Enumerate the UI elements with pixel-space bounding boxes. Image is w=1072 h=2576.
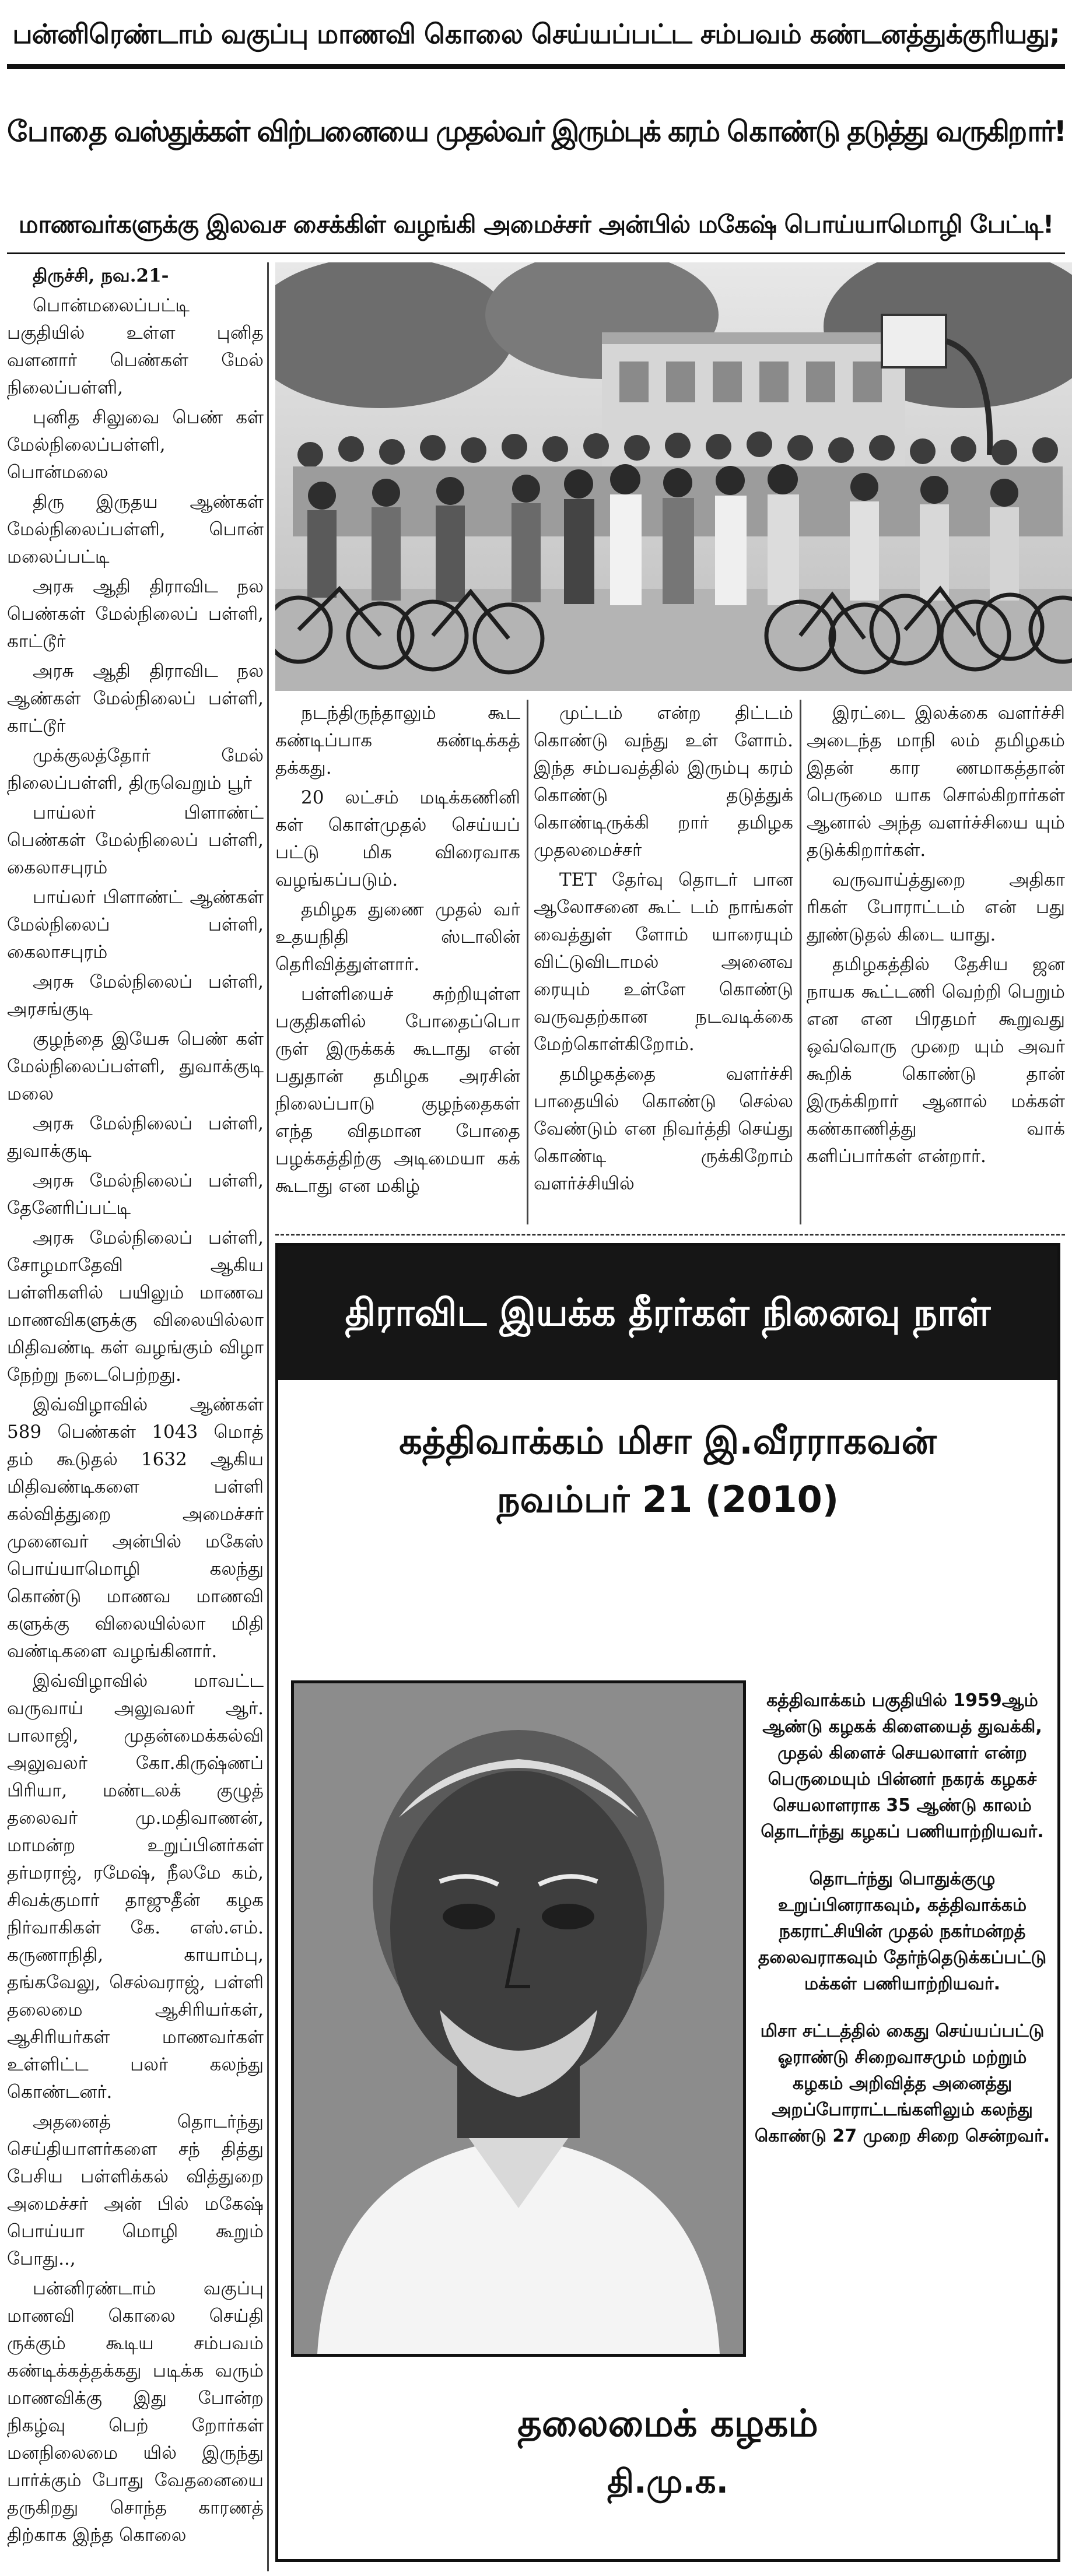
signature-headquarters: தலைமைக் கழகம் xyxy=(517,2402,818,2445)
article-paragraph: பன்னிரண்டாம் வகுப்பு மாணவி கொலை செய்தி ருக்கும் கூடிய சம்பவம் கண்டிக்கத்தக்கது படிக்க வரும் மாணவிக்கு இது போன்ற நிகழ்வு பெற் றோர்கள் மனநிலைமை யில் இருந்து பார்க்கும் போது வேதனையை தருகிறது சொந்த காரணத் திற்காக இந்த கொலை xyxy=(7,2278,264,2546)
article-paragraph: பாய்லர் பிளாண்ட் ஆண்கள் மேல்நிலைப் பள்ளி, கைலாசபுரம் xyxy=(7,887,264,963)
memorial-name: கத்திவாக்கம் மிசா இ.வீரராகவன் xyxy=(399,1420,937,1462)
article-column-2 xyxy=(275,700,520,1230)
article-paragraph: வருவாய்த்துறை அதிகா ரிகள் போராட்டம் என் பது தூண்டுதல் கிடை யாது. xyxy=(807,869,1065,945)
article-paragraph: TET தேர்வு தொடர் பான ஆலோசனை கூட் டம் நாங்கள் வைத்துள் ளோம் யாரையும் விட்டுவிடாமல் அனைவ ரையும் உள்ளே கொண்டு வருவதற்கான நடவடிக்கை மேற்கொள்கிறோம். xyxy=(534,869,793,1055)
memorial-banner: திராவிட இயக்க தீரர்கள் நினைவு நாள் xyxy=(278,1246,1057,1380)
article-paragraph: நடந்திருந்தாலும் கூட கண்டிப்பாக கண்டிக்கத் தக்கது. xyxy=(275,703,520,778)
article-paragraph: முக்குலத்தோர் மேல் நிலைப்பள்ளி, திருவெறும் பூர் xyxy=(7,745,264,794)
memorial-biography xyxy=(754,1687,1051,2170)
article-paragraph: 20 லட்சம் மடிக்கணினி கள் கொள்முதல் செய்யப் பட்டு மிக விரைவாக வழங்கப்படும். xyxy=(275,787,520,890)
article-paragraph: அரசு மேல்நிலைப் பள்ளி, அரசங்குடி xyxy=(7,971,264,1020)
article-paragraph: பொன்மலைப்பட்டி பகுதியில் உள்ள புனித வளனார் பெண்கள் மேல் நிலைப்பள்ளி, xyxy=(7,295,264,398)
article-paragraph: அரசு ஆதி திராவிட நல பெண்கள் மேல்நிலைப் பள்ளி, காட்டூர் xyxy=(7,576,264,652)
sub-headline: மாணவர்களுக்கு இலவச சைக்கிள் வழங்கி அமைச்சர் அன்பில் மகேஷ் பொய்யாமொழி பேட்டி! xyxy=(7,198,1065,254)
biography-paragraph: மிசா சட்டத்தில் கைது செய்யப்பட்டு ஓராண்டு சிறைவாசமும் மற்றும் கழகம் அறிவித்த அனைத்து அறப்போராட்டங்களிலும் கலந்து கொண்டு 27 முறை சிறை சென்றவர். xyxy=(754,2021,1050,2146)
article-paragraph: இரட்டை இலக்கை வளர்ச்சி அடைந்த மாநி லம் தமிழகம் இதன் கார ணமாகத்தான் பெருமை யாக சொல்கிறார்கள் ஆனால் அந்த வளர்ச்சியை யும் தடுக்கிறார்கள். xyxy=(807,703,1065,861)
column-divider xyxy=(800,700,801,1224)
main-headline: போதை வஸ்துக்கள் விற்பனையை முதல்வர் இரும்புக் கரம் கொண்டு தடுத்து வருகிறார்! xyxy=(7,115,1065,148)
portrait-photo xyxy=(291,1680,746,2357)
memorial-notice xyxy=(275,1243,1060,2562)
article-column-4 xyxy=(807,700,1065,1230)
biography-paragraph: கத்திவாக்கம் பகுதியில் 1959ஆம் ஆண்டு கழகக் கிளையைத் துவக்கி, முதல் கிளைச் செயலாளர் என்ற பெருமையும் பின்னர் நகரக் கழகச் செயலாளராக 35 ஆண்டு காலம் தொடர்ந்து கழகப் பணியாற்றியவர். xyxy=(761,1690,1044,1842)
article-paragraph: அதனைத் தொடர்ந்து செய்தியாளர்களை சந் தித்து பேசிய பள்ளிக்கல் வித்துறை அமைச்சர் அன் பில் மகேஷ் பொய்யா மொழி கூறும் போது.., xyxy=(7,2111,264,2269)
article-paragraph: அரசு ஆதி திராவிட நல ஆண்கள் மேல்நிலைப் பள்ளி, காட்டூர் xyxy=(7,661,264,736)
column-divider xyxy=(267,262,269,2571)
article-paragraph: அரசு மேல்நிலைப் பள்ளி, துவாக்குடி xyxy=(7,1113,264,1161)
signature-party: தி.மு.க. xyxy=(607,2463,728,2501)
cycle-distribution-photo xyxy=(275,262,1072,691)
article-paragraph: குழந்தை இயேசு பெண் கள் மேல்நிலைப்பள்ளி, துவாக்குடி மலை xyxy=(7,1029,264,1104)
article-paragraph: அரசு மேல்நிலைப் பள்ளி, தேனேரிப்பட்டி xyxy=(7,1170,264,1219)
article-paragraph: புனித சிலுவை பெண் கள் மேல்நிலைப்பள்ளி, பொன்மலை xyxy=(7,407,264,483)
article-paragraph: திரு இருதய ஆண்கள் மேல்நிலைப்பள்ளி, பொன் மலைப்பட்டி xyxy=(7,492,264,567)
article-paragraph: தமிழகத்தில் தேசிய ஜன நாயக கூட்டணி வெற்றி பெறும் என என பிரதமர் கூறுவது ஒவ்வொரு முறை யும் அவர் கூறிக் கொண்டு தான் இருக்கிறார் ஆனால் மக்கள் கண்காணித்து வாக் களிப்பார்கள் என்றார். xyxy=(807,954,1065,1167)
article-paragraph: தமிழகத்தை வளர்ச்சி பாதையில் கொண்டு செல்ல வேண்டும் என நிவர்த்தி செய்து கொண்டி ருக்கிறோம் வளர்ச்சியில் xyxy=(534,1064,793,1194)
article-paragraph: பாய்லர் பிளாண்ட் பெண்கள் மேல்நிலைப் பள்ளி, கைலாசபுரம் xyxy=(7,802,264,878)
article-column-3 xyxy=(534,700,793,1230)
section-separator xyxy=(275,1234,1065,1236)
article-paragraph: பள்ளியைச் சுற்றியுள்ள பகுதிகளில் போதைப்பொ ருள் இருக்கக் கூடாது என் பதுதான் தமிழக அரசின் நிலைப்பாடு குழந்தைகள் எந்த விதமான போதை பழக்கத்திற்கு அடிமையா கக் கூடாது என மகிழ் xyxy=(275,984,520,1196)
article-paragraph: இவ்விழாவில் மாவட்ட வருவாய் அலுவலர் ஆர். பாலாஜி, முதன்மைக்கல்வி அலுவலர் கோ.கிருஷ்ணப் பிரியா, மண்டலக் குழுத் தலைவர் மு.மதிவாணன், மாமன்ற உறுப்பினர்கள் தர்மராஜ், ரமேஷ், நீலமே கம், சிவக்குமார் தாஜுதீன் கழக நிர்வாகிகள் கே. எஸ்.எம். கருணாநிதி, காயாம்பு, தங்கவேலு, செல்வராஜ், பள்ளி தலைமை ஆசிரியர்கள், ஆசிரியர்கள் மாணவர்கள் உள்ளிட்ட பலர் கலந்து கொண்டனர். xyxy=(7,1670,264,2103)
article-paragraph: தமிழக துணை முதல் வர் உதயநிதி ஸ்டாலின் தெரிவித்துள்ளார். xyxy=(275,899,520,975)
memorial-date: நவம்பர் 21 (2010) xyxy=(496,1478,839,1521)
article-left-column xyxy=(7,262,264,2571)
article-paragraph: திருச்சி, நவ.21- xyxy=(33,265,169,286)
kicker-headline: பன்னிரெண்டாம் வகுப்பு மாணவி கொலை செய்யப்பட்ட சம்பவம் கண்டனத்துக்குரியது; xyxy=(7,3,1065,69)
article-paragraph: இவ்விழாவில் ஆண்கள் 589 பெண்கள் 1043 மொத் தம் கூடுதல் 1632 ஆகிய மிதிவண்டிகளை பள்ளி கல்வித்துறை அமைச்சர் முனைவர் அன்பில் மகேஸ் பொய்யாமொழி கலந்து கொண்டு மாணவ மாணவி களுக்கு விலையில்லா மிதி வண்டிகளை வழங்கினார். xyxy=(7,1394,264,1662)
biography-paragraph: தொடர்ந்து பொதுக்குழு உறுப்பினராகவும், கத்திவாக்கம் நகராட்சியின் முதல் நகர்மன்றத் தலைவராகவும் தேர்ந்தெடுக்கப்பட்டு மக்கள் பணியாற்றியவர். xyxy=(758,1869,1047,1994)
column-divider xyxy=(527,700,528,1224)
article-paragraph: முட்டம் என்ற திட்டம் கொண்டு வந்து உள் ளோம். இந்த சம்பவத்தில் இரும்பு கரம் கொண்டு தடுத்துக் கொண்டிருக்கி றார் தமிழக முதலமைச்சர் xyxy=(534,703,793,861)
article-paragraph: அரசு மேல்நிலைப் பள்ளி, சோழமாதேவி ஆகிய பள்ளிகளில் பயிலும் மாணவ மாணவிகளுக்கு விலையில்லா மிதிவண்டி கள் வழங்கும் விழா நேற்று நடைபெற்றது. xyxy=(7,1227,264,1385)
